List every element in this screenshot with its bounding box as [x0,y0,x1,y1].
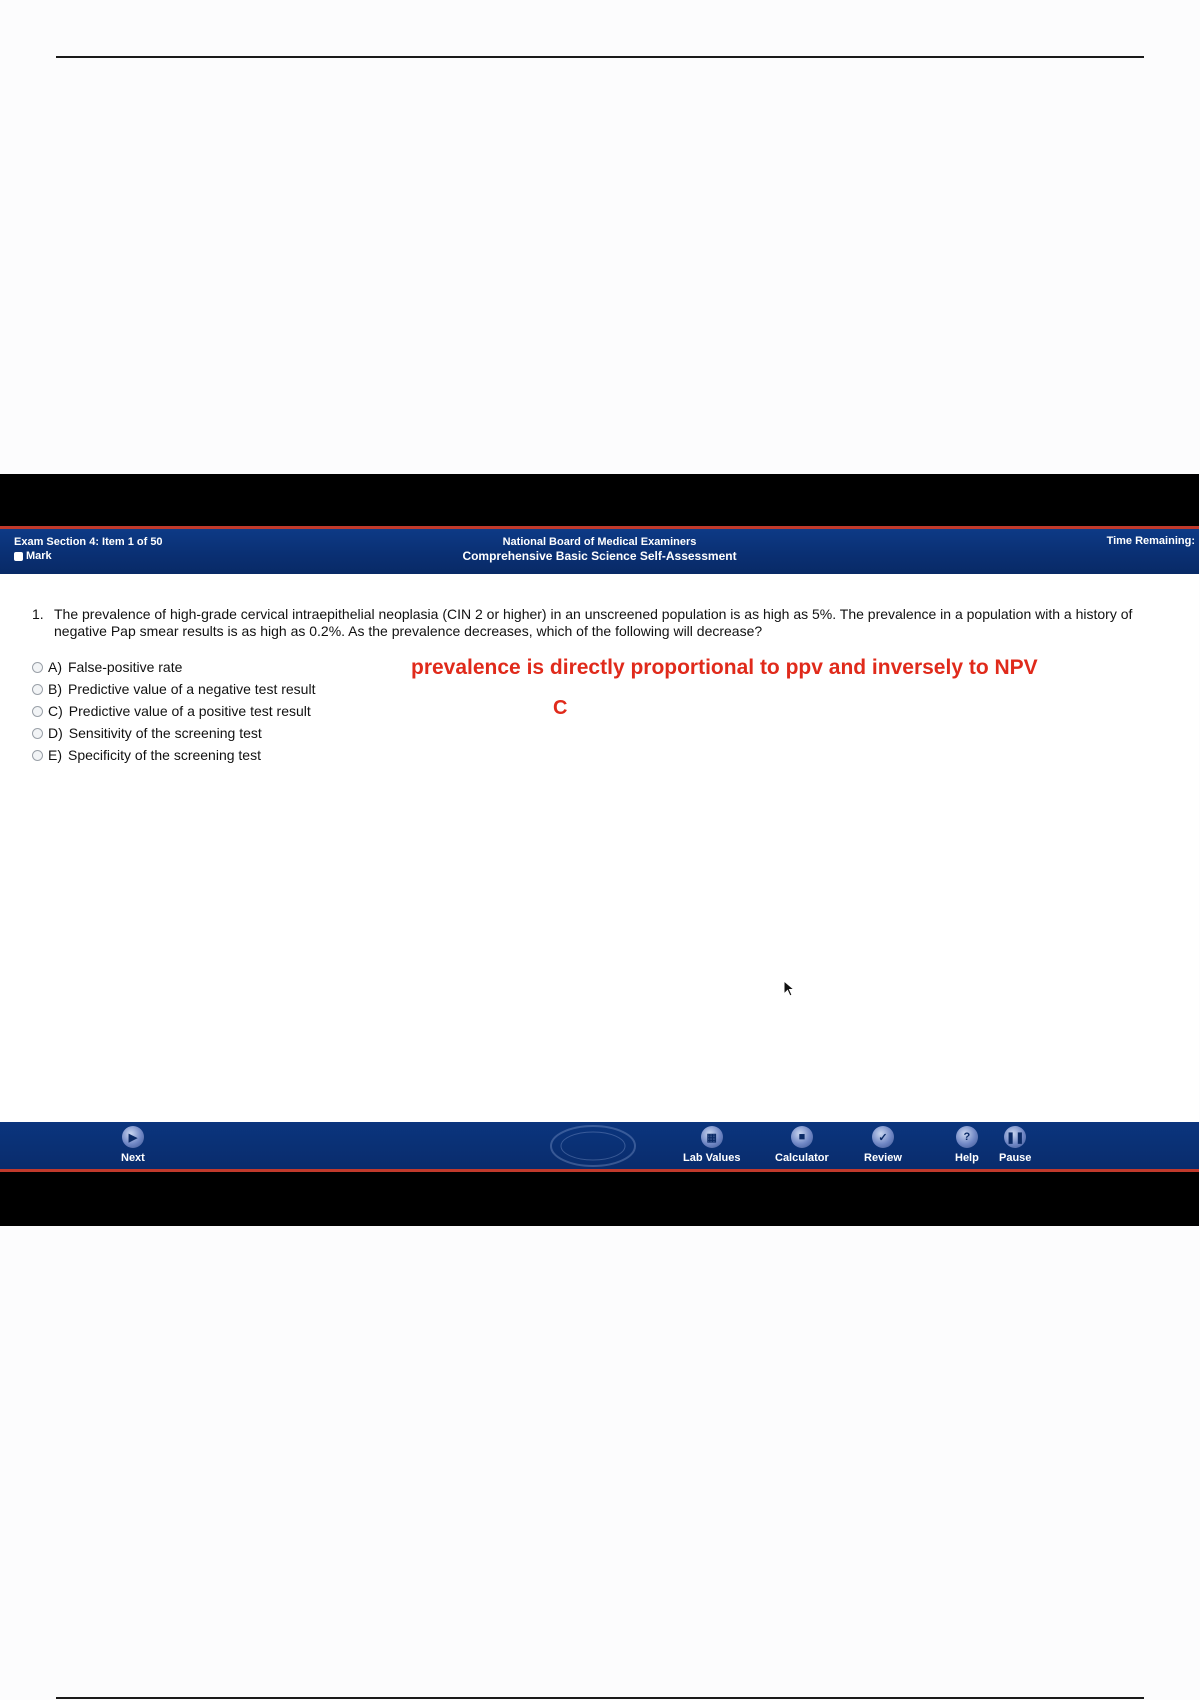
pause-button[interactable] [999,1126,1031,1164]
option-b[interactable] [32,678,315,700]
page-bottom-rule [56,1697,1144,1699]
lab-values-button[interactable] [683,1126,740,1164]
option-letter: A) [48,659,62,675]
lab-values-label: Lab Values [683,1152,741,1164]
handwritten-note: prevalence is directly proportional to ppv and inversely to NPV [411,656,1038,679]
radio-button[interactable] [32,728,43,739]
lab-values-icon: ▦ [701,1126,723,1148]
option-e[interactable] [32,744,315,766]
exam-title-line1: National Board of Medical Examiners [502,536,697,548]
calculator-icon: ■ [791,1126,813,1148]
review-label: Review [864,1152,902,1164]
mark-label: Mark [26,550,52,562]
radio-button[interactable] [32,750,43,761]
option-text: Predictive value of a negative test result [68,681,316,697]
option-letter: E) [48,747,62,763]
play-icon: ▶ [122,1126,144,1148]
question-pane [0,574,1199,1122]
mouse-cursor-icon [783,980,797,998]
radio-button[interactable] [32,684,43,695]
checkmark-icon: ✓ [872,1126,894,1148]
next-label: Next [121,1152,145,1164]
exam-title [0,535,1199,563]
option-letter: C) [48,703,63,719]
next-button[interactable] [121,1126,145,1164]
page-top-rule [56,56,1144,58]
option-a[interactable] [32,656,315,678]
question-number: 1. [32,606,44,622]
pause-icon: ❚❚ [1004,1126,1026,1148]
section-label: Exam Section 4: Item 1 of 50 [14,536,163,548]
letterbox-top [0,474,1199,526]
exam-window [0,474,1199,1226]
calculator-button[interactable] [775,1126,829,1164]
calculator-label: Calculator [775,1152,829,1164]
time-remaining: Time Remaining: [1106,535,1195,547]
pause-label: Pause [999,1152,1032,1164]
option-d[interactable] [32,722,315,744]
answer-options [32,656,315,766]
nbme-seal-icon [548,1124,638,1168]
letterbox-bottom [0,1172,1199,1226]
option-text: Specificity of the screening test [68,747,261,763]
option-text: Sensitivity of the screening test [68,725,262,741]
option-text: Predictive value of a positive test result [68,703,311,719]
question-stem [32,606,1172,640]
question-text: The prevalence of high-grade cervical intraepithelial neoplasia (CIN 2 or higher) in an unscreened population is as high as 5%. The prevalence in a population with a history of negative Pap smear results is as high as 0.2%. As the prevalence decreases, which of the following will decrease? [54,606,1133,639]
question-icon: ? [956,1126,978,1148]
radio-button[interactable] [32,662,43,673]
handwritten-answer: C [553,697,568,719]
option-text: False-positive rate [68,659,183,675]
radio-button[interactable] [32,706,43,717]
exam-header [0,526,1199,574]
help-label: Help [955,1152,979,1164]
exam-title-line2: Comprehensive Basic Science Self-Assessment [462,549,737,563]
exam-toolbar [0,1122,1199,1172]
option-letter: D) [48,725,63,741]
option-c[interactable] [32,700,315,722]
review-button[interactable] [864,1126,902,1164]
option-letter: B) [48,681,62,697]
help-button[interactable] [955,1126,979,1164]
